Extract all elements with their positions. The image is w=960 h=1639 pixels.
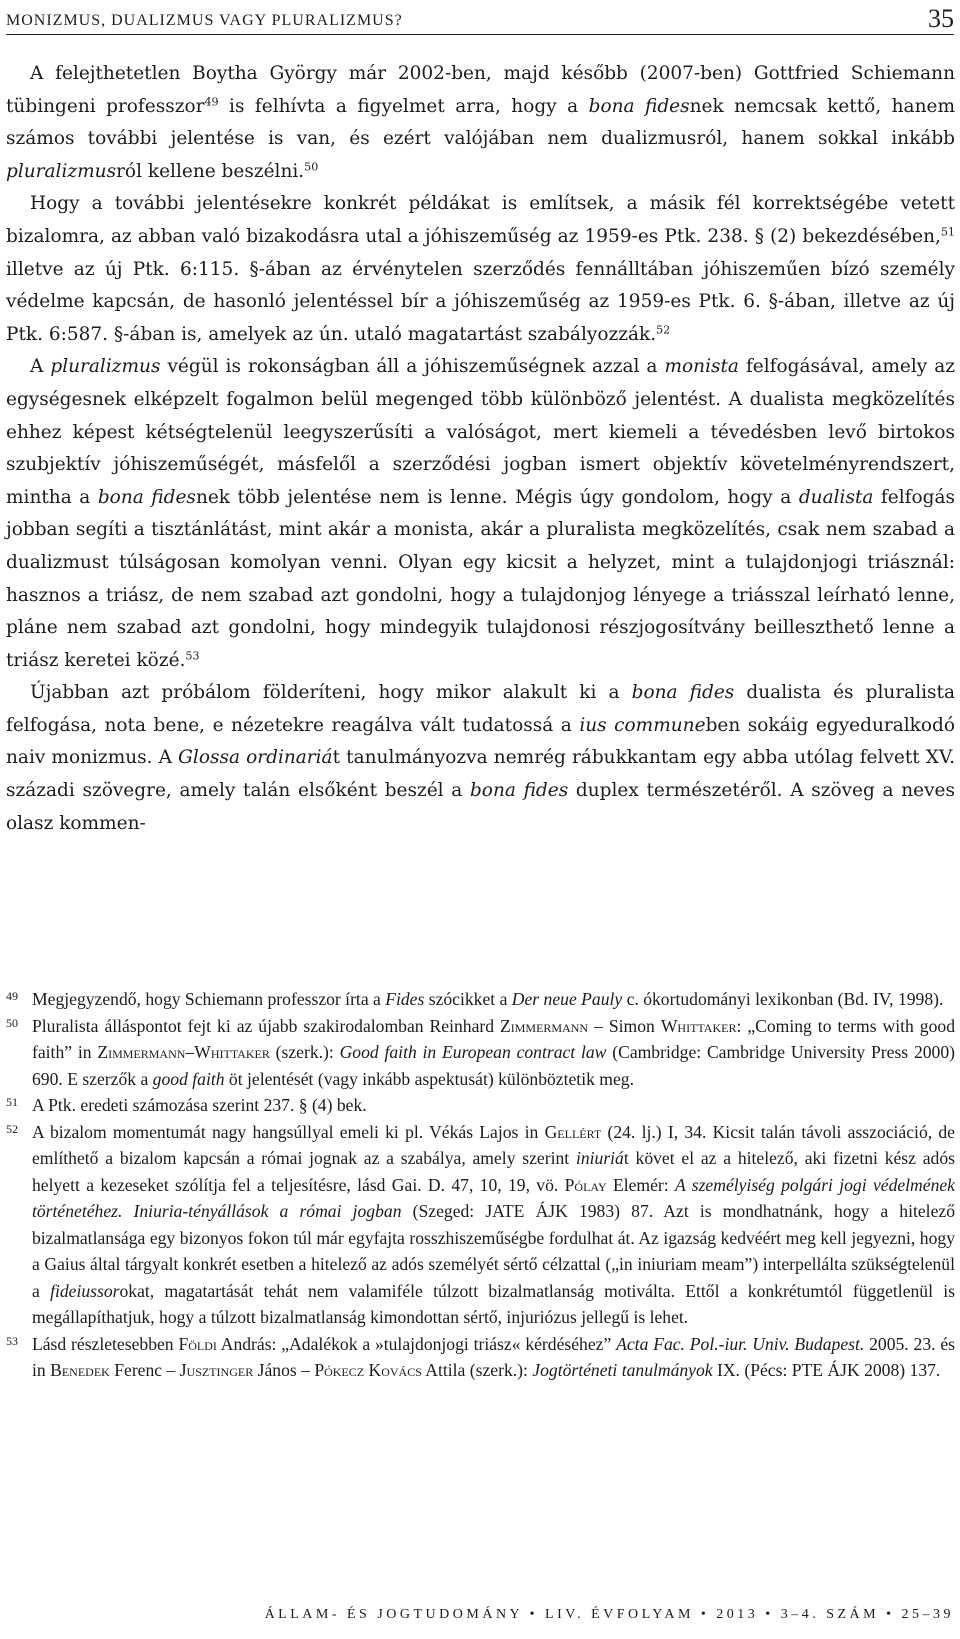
footnotes: [6, 986, 955, 1384]
footnote-number: 50: [6, 1015, 18, 1030]
footnote-50: 50 Pluralista álláspontot fejt ki az újabb szakirodalomban Reinhard Zimmermann – Simon Whittaker: „Coming to terms with good faith” in Zimmermann–Whittaker (szerk.): Good faith in European contract law (Cambridge: Cambridge University Press 2000) 690. E szerzők a good faith öt jelentését (vagy inkább aspektusát) különböztetik meg.: [6, 1013, 955, 1093]
paragraph-1: A felejthetetlen Boytha György már 2002-ben, majd később (2007-ben) Gottfried Schiemann tübingeni professzor$^{49}$ is felhívta a figyelmet arra, hogy a bona fidesnek nemcsak kettő, hanem számos további jelentése is van, és ezért valójában nem dualizmusról, hanem sokkal inkább pluralizmusról kellene beszélni.$^{50}$: [6, 63, 955, 182]
footnote-ref-50[interactable]: 50: [304, 160, 319, 174]
footnote-51: 51 A Ptk. eredeti számozása szerint 237. § (4) bek.: [6, 1092, 955, 1119]
footnote-number: 51: [6, 1095, 18, 1109]
page-number: 35: [928, 4, 954, 33]
paragraph-2: Hogy a további jelentésekre konkrét példákat is említsek, a másik fél korrektségébe vetett bizalomra, az abban való bizakodásra utal a jóhiszeműség az 1959-es Ptk. 238. § (2) bekezdésében,$^{51}$ illetve az új Ptk. 6:115. §-ában az érvénytelen szerződés fennálltában jóhiszeműen bízó személy védelme kapcsán, de hasonló jelentéssel bír a jóhiszeműség az 1959-es Ptk. 6. §-ában, illetve az új Ptk. 6:587. §-ában is, amelyek az ún. utaló magatartást szabályozzák.$^{52}$: [6, 193, 955, 345]
footnote-ref-51[interactable]: 51: [940, 225, 955, 239]
main-text: [6, 58, 955, 840]
footnote-number: 52: [6, 1121, 18, 1136]
running-foot: ÁLLAM- ÉS JOGTUDOMÁNY • LIV. ÉVFOLYAM • 2013 • 3–4. SZÁM • 25–39: [264, 1607, 954, 1622]
footnote-52: 52 A bizalom momentumát nagy hangsúllyal emeli ki pl. Vékás Lajos in Gellért (24. lj.) I, 34. Kicsit talán távoli asszociáció, de említhető a bizalom kapcsán a római jognak az a szabálya, amely szerint iniuriát követ el az a hitelező, aki fizetni kész adós helyett a kezeseket szólítja fel a teljesítésre, lásd Gai. D. 47, 10, 19, vö. Pólay Elemér: A személyiség polgári jogi védelmének történetéhez. Iniuria-tényállások a római jogban (Szeged: JATE ÁJK 1983) 87. Azt is mondhatnánk, hogy a hitelező bizalmatlansága egy bizonyos fokon túl már egyfajta rosszhiszeműségbe fordulhat át. Az igazság kedvéért meg kell jegyezni, hogy a Gaius által tárgyalt konkrét esetben a hitelező az adós személyét sértő célzattal („in iniuriam meam”) interpellálta szükségtelenül a fideiussorokat, magatartását tehát nem valamiféle túlzott bizalmatlanság motiválta. Ettől a konkrétumtól függetlenül is megállapíthatjuk, hogy a túlzott bizalmatlanság kimondottan sértő, injuriózus jellegű is lehet.: [6, 1119, 955, 1331]
footnote-number: 53: [6, 1333, 18, 1348]
running-head: [6, 4, 954, 35]
paragraph-4: Újabban azt próbálom földeríteni, hogy mikor alakult ki a bona fides dualista és pluralista felfogása, nota bene, e nézetekre reagálva vált tudatossá a ius communeben sokáig egyeduralkodó naiv monizmus. A Glossa ordinariát tanulmányozva nemrég rábukkantam egy abba utólag felvett XV. századi szövegre, amely talán elsőként beszél a bona fides duplex természetéről. A szöveg a neves olasz kommen-: [6, 682, 955, 834]
footnote-53: 53 Lásd részletesebben Földi András: „Adalékok a »tulajdonjogi triász« kérdéséhez” Acta Fac. Pol.-iur. Univ. Budapest. 2005. 23. és in Benedek Ferenc – Jusztinger János – Pókecz Kovács Attila (szerk.): Jogtörténeti tanulmányok IX. (Pécs: PTE ÁJK 2008) 137.: [6, 1331, 955, 1384]
footnote-49: 49 Megjegyzendő, hogy Schiemann professzor írta a Fides szócikket a Der neue Pauly c. ókortudományi lexikonban (Bd. IV, 1998).: [6, 986, 955, 1013]
footnote-ref-52[interactable]: 52: [656, 323, 671, 337]
running-title: MONIZMUS, DUALIZMUS VAGY PLURALIZMUS?: [6, 12, 403, 29]
paragraph-3: A pluralizmus végül is rokonságban áll a jóhiszeműségnek azzal a monista felfogásával, amely az egységesnek elképzelt fogalmon belül megenged több különböző jelentést. A dualista megközelítés ehhez képest kétségtelenül leegyszerűsíti a valóságot, mert kiemeli a tévedésben levő birtokos szubjektív jóhiszeműségét, másfelől a szerződési jogban ismert objektív követelményrendszert, mintha a bona fidesnek több jelentése nem is lenne. Mégis úgy gondolom, hogy a dualista felfogás jobban segíti a tisztánlátást, mint akár a monista, akár a pluralista megközelítés, csak nem szabad a dualizmust túlságosan komolyan venni. Olyan egy kicsit a helyzet, mint a tulajdonjogi triásznál: hasznos a triász, de nem szabad azt gondolni, hogy a tulajdonjog lényege a triásszal leírható lenne, pláne nem szabad azt gondolni, hogy mindegyik tulajdonosi részjogosítvány beilleszthető lenne a triász keretei közé.$^{53}$: [6, 356, 956, 671]
footnote-number: 49: [6, 989, 18, 1003]
footnote-ref-53[interactable]: 53: [185, 649, 200, 663]
footnote-ref-49[interactable]: 49: [204, 94, 219, 108]
